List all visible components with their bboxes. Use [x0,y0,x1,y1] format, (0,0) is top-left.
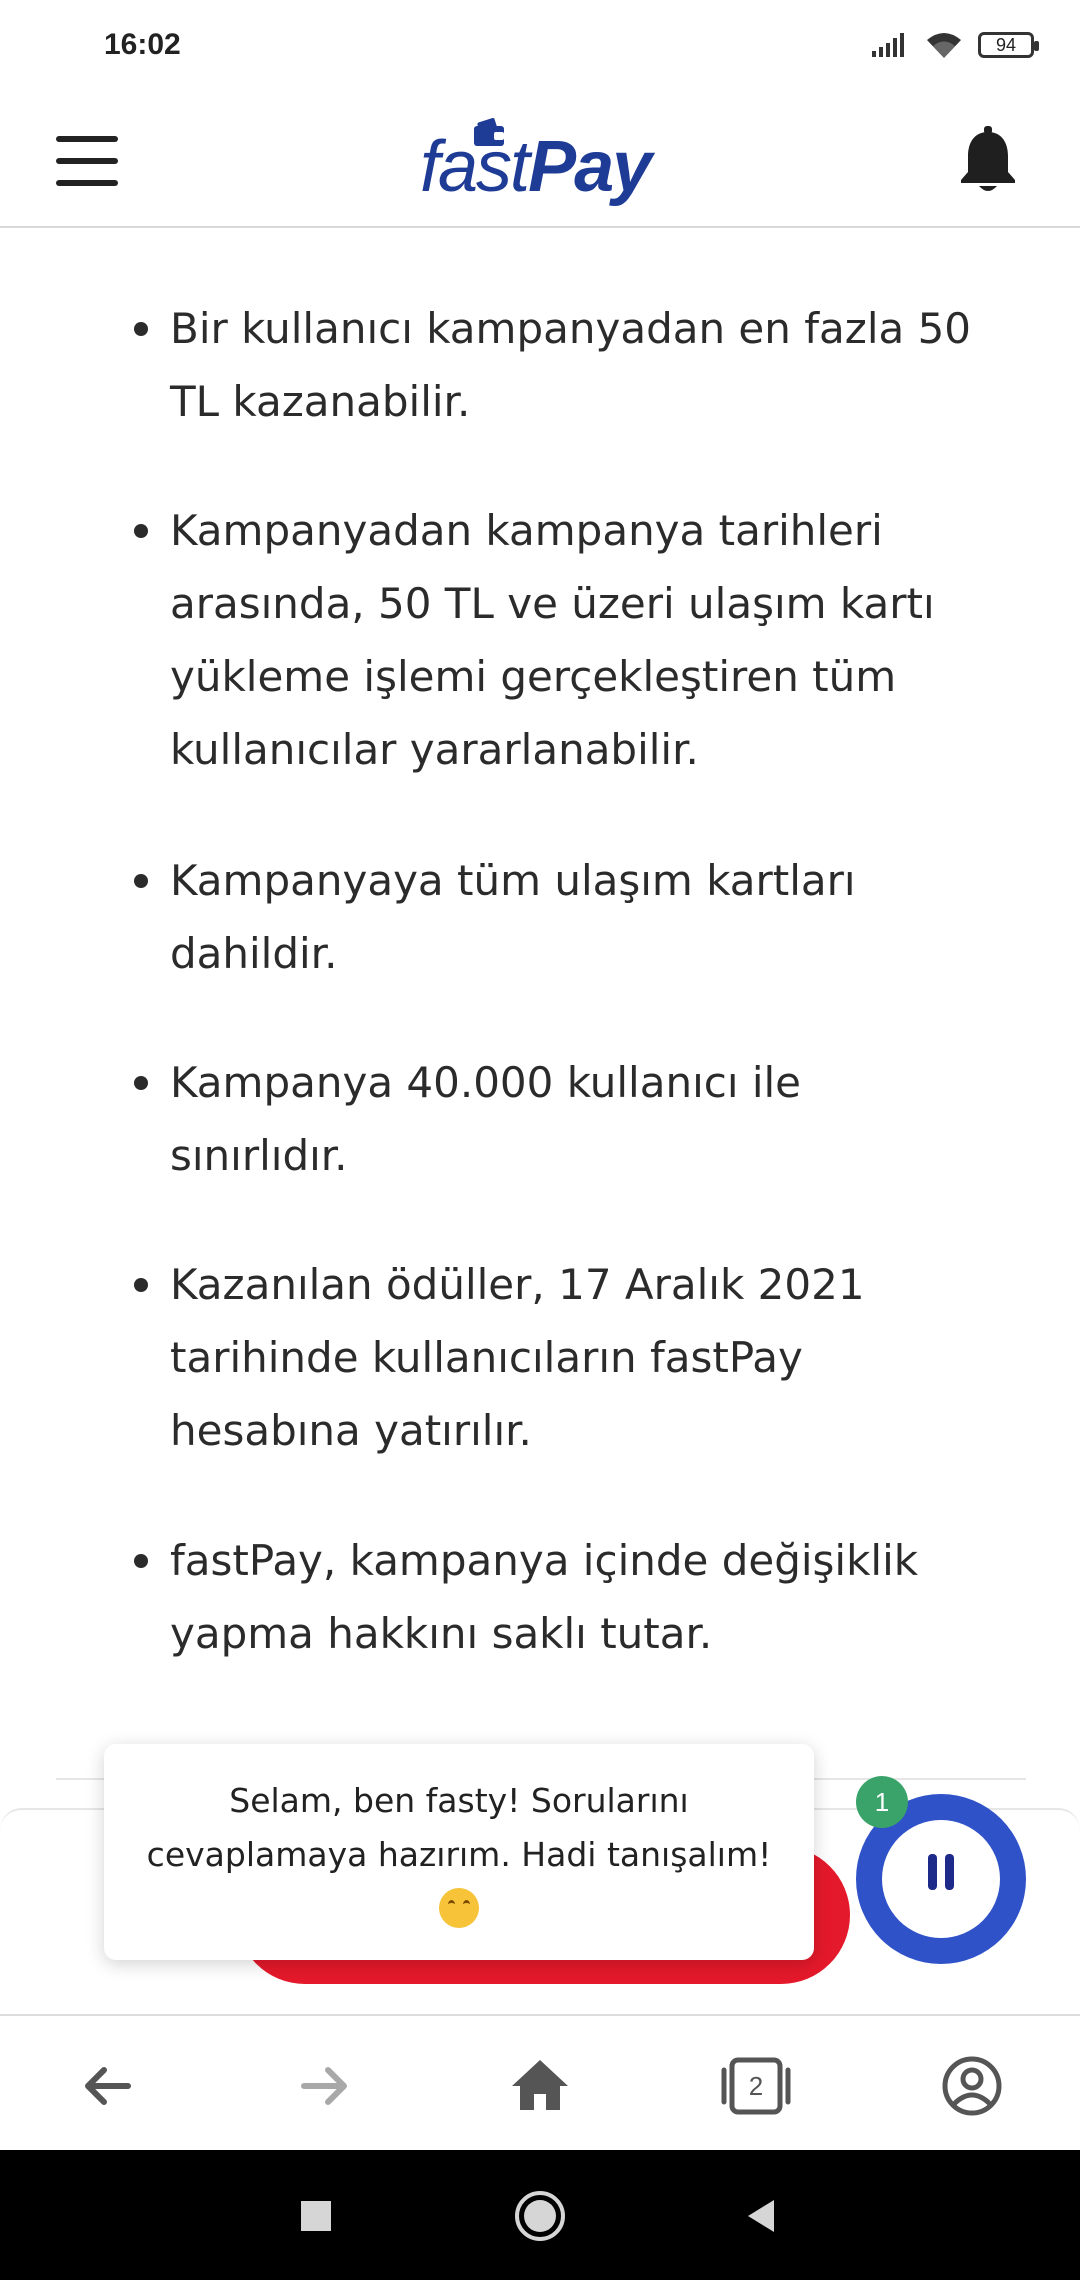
logo-text [420,126,650,208]
list-item-line: tarihinde kullanıcıların fastPay [170,1333,803,1382]
chat-message-line2: cevaplamaya hazırım. Hadi tanışalım! [146,1835,772,1874]
chat-message-line1: Selam, ben fasty! Sorularını [229,1781,689,1820]
list-item-line: Kampanyadan kampanya tarihleri [170,506,883,555]
pause-icon-bar [945,1854,954,1890]
notifications-button[interactable] [958,126,1018,196]
back-arrow-icon [68,2046,148,2126]
forward-button[interactable] [284,2046,364,2126]
chat-bubble[interactable] [104,1744,814,1960]
system-back-button[interactable] [734,2188,790,2244]
signal-icon [870,31,910,59]
tabs-button[interactable] [716,2046,796,2126]
back-button[interactable] [68,2046,148,2126]
notification-badge: 1 [856,1776,908,1828]
hugging-face-emoji [439,1888,479,1928]
list-item-line: Kampanyaya tüm ulaşım kartları [170,856,856,905]
system-navigation-bar [0,2150,1080,2280]
list-item-line: Kampanya 40.000 kullanıcı ile [170,1058,802,1107]
status-icons [870,30,1034,60]
home-button[interactable] [500,2046,580,2126]
list-item-line: fastPay, kampanya içinde değişiklik [170,1536,919,1585]
app-header [0,96,1080,228]
menu-icon-bar [56,158,118,164]
pause-icon-bar [928,1854,937,1890]
list-item-line: hesabına yatırılır. [170,1406,532,1455]
list-item-line: yapma hakkını saklı tutar. [170,1609,713,1658]
list-item-line: yükleme işlemi gerçekleştiren tüm [170,652,897,701]
home-circle-icon [512,2188,568,2244]
list-item [170,494,1030,786]
list-item-line: dahildir. [170,929,338,978]
home-icon [500,2046,580,2126]
list-item [170,1046,1030,1192]
account-button[interactable] [932,2046,1012,2126]
list-item [170,292,1030,438]
recents-button[interactable] [288,2188,344,2244]
list-item [170,1248,1030,1467]
battery-icon [978,32,1034,58]
status-bar [0,0,1080,96]
list-item-line: Kazanılan ödüller, 17 Aralık 2021 [170,1260,865,1309]
bell-icon [958,126,1018,196]
system-home-button[interactable] [512,2188,568,2244]
menu-button[interactable] [56,136,120,186]
list-item-line: Bir kullanıcı kampanyadan en fazla 50 [170,304,972,353]
list-item [170,844,1030,990]
list-item-line: sınırlıdır. [170,1131,348,1180]
list-item-line: TL kazanabilir. [170,377,471,426]
menu-icon-bar [56,180,118,186]
back-triangle-icon [734,2188,790,2244]
pause-icon [928,1854,954,1904]
recents-square-icon [288,2188,344,2244]
status-time: 16:02 [104,28,181,61]
wifi-icon [924,30,964,60]
menu-icon [56,136,118,142]
logo-text-light: fast [420,127,529,207]
browser-toolbar [0,2014,1080,2152]
list-item [170,1524,1030,1670]
forward-arrow-icon [284,2046,364,2126]
list-item-line: kullanıcılar yararlanabilir. [170,725,699,774]
account-icon [932,2046,1012,2126]
tabs-count: 2 [748,2071,764,2101]
fastpay-logo[interactable] [420,112,670,212]
logo-text-bold: Pay [528,127,651,207]
battery-level: 94 [995,34,1017,55]
list-item-line: arasında, 50 TL ve üzeri ulaşım kartı [170,579,935,628]
